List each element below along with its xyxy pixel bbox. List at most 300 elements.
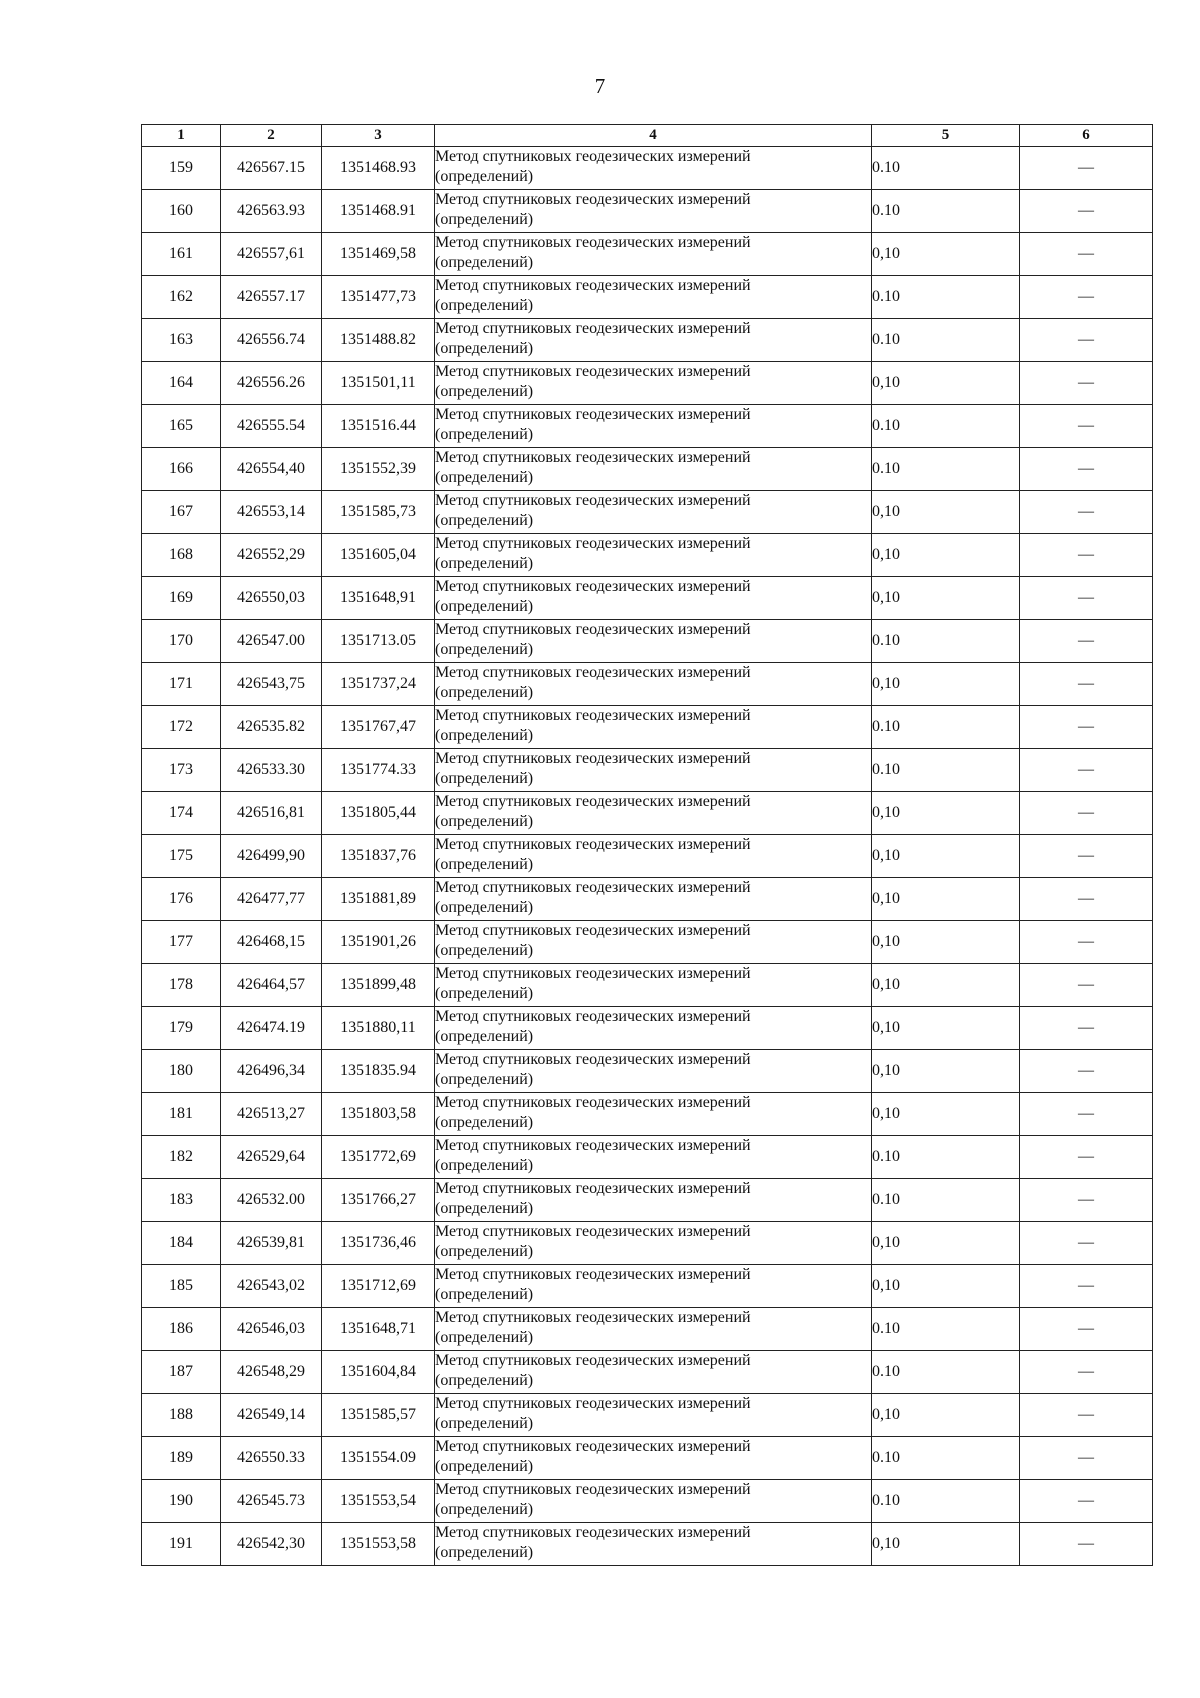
y-coordinate-cell: 1351468.91 xyxy=(322,190,435,233)
method-text: (определений) xyxy=(435,770,534,787)
note-cell: — xyxy=(1020,921,1153,964)
accuracy-cell: 0,10 xyxy=(872,921,1020,964)
point-number-cell: 190 xyxy=(142,1480,221,1523)
x-coordinate-cell: 426532.00 xyxy=(221,1179,322,1222)
x-coordinate-cell: 426556.26 xyxy=(221,362,322,405)
column-header: 1 xyxy=(142,125,221,147)
method-text: Метод спутниковых геодезических измерений xyxy=(435,922,751,939)
method-text: (определений) xyxy=(435,598,534,615)
point-number-cell: 164 xyxy=(142,362,221,405)
method-text: Метод спутниковых геодезических измерений xyxy=(435,363,751,380)
method-text: (определений) xyxy=(435,297,534,314)
table-row xyxy=(142,147,1153,190)
x-coordinate-cell: 426552,29 xyxy=(221,534,322,577)
accuracy-cell: 0,10 xyxy=(872,1222,1020,1265)
column-number-row xyxy=(142,125,1153,147)
method-text: (определений) xyxy=(435,168,534,185)
method-text: (определений) xyxy=(435,469,534,486)
note-cell: — xyxy=(1020,749,1153,792)
method-cell xyxy=(435,448,872,491)
x-coordinate-cell: 426548,29 xyxy=(221,1351,322,1394)
accuracy-cell: 0.10 xyxy=(872,147,1020,190)
method-text: (определений) xyxy=(435,727,534,744)
note-cell: — xyxy=(1020,534,1153,577)
y-coordinate-cell: 1351901,26 xyxy=(322,921,435,964)
page-number: 7 xyxy=(594,74,606,98)
method-text: Метод спутниковых геодезических измерений xyxy=(435,1180,751,1197)
method-text: Метод спутниковых геодезических измерений xyxy=(435,277,751,294)
point-number-cell: 178 xyxy=(142,964,221,1007)
x-coordinate-cell: 426549,14 xyxy=(221,1394,322,1437)
note-cell: — xyxy=(1020,663,1153,706)
method-text: (определений) xyxy=(435,1458,534,1475)
method-cell xyxy=(435,792,872,835)
table-body xyxy=(142,147,1153,1566)
table-row xyxy=(142,448,1153,491)
table-row xyxy=(142,964,1153,1007)
y-coordinate-cell: 1351737,24 xyxy=(322,663,435,706)
method-cell xyxy=(435,362,872,405)
note-cell: — xyxy=(1020,620,1153,663)
method-cell xyxy=(435,1007,872,1050)
method-text: (определений) xyxy=(435,340,534,357)
point-number-cell: 188 xyxy=(142,1394,221,1437)
accuracy-cell: 0,10 xyxy=(872,663,1020,706)
method-text: (определений) xyxy=(435,1114,534,1131)
table-row xyxy=(142,1437,1153,1480)
y-coordinate-cell: 1351552,39 xyxy=(322,448,435,491)
point-number-cell: 191 xyxy=(142,1523,221,1566)
table-row xyxy=(142,1265,1153,1308)
method-text: (определений) xyxy=(435,1028,534,1045)
note-cell: — xyxy=(1020,276,1153,319)
note-cell: — xyxy=(1020,577,1153,620)
accuracy-cell: 0,10 xyxy=(872,1394,1020,1437)
y-coordinate-cell: 1351648,71 xyxy=(322,1308,435,1351)
y-coordinate-cell: 1351553,54 xyxy=(322,1480,435,1523)
y-coordinate-cell: 1351736,46 xyxy=(322,1222,435,1265)
y-coordinate-cell: 1351767,47 xyxy=(322,706,435,749)
x-coordinate-cell: 426542,30 xyxy=(221,1523,322,1566)
method-text: Метод спутниковых геодезических измерений xyxy=(435,793,751,810)
method-text: Метод спутниковых геодезических измерений xyxy=(435,750,751,767)
note-cell: — xyxy=(1020,1050,1153,1093)
note-cell: — xyxy=(1020,147,1153,190)
x-coordinate-cell: 426546,03 xyxy=(221,1308,322,1351)
y-coordinate-cell: 1351766,27 xyxy=(322,1179,435,1222)
x-coordinate-cell: 426496,34 xyxy=(221,1050,322,1093)
method-text: (определений) xyxy=(435,383,534,400)
method-cell xyxy=(435,706,872,749)
x-coordinate-cell: 426474.19 xyxy=(221,1007,322,1050)
table-row xyxy=(142,1394,1153,1437)
method-cell xyxy=(435,1050,872,1093)
method-text: (определений) xyxy=(435,641,534,658)
point-number-cell: 171 xyxy=(142,663,221,706)
accuracy-cell: 0,10 xyxy=(872,878,1020,921)
note-cell: — xyxy=(1020,1179,1153,1222)
note-cell: — xyxy=(1020,1351,1153,1394)
point-number-cell: 159 xyxy=(142,147,221,190)
column-header: 3 xyxy=(322,125,435,147)
method-cell xyxy=(435,878,872,921)
point-number-cell: 182 xyxy=(142,1136,221,1179)
method-text: (определений) xyxy=(435,555,534,572)
method-text: Метод спутниковых геодезических измерений xyxy=(435,1438,751,1455)
point-number-cell: 175 xyxy=(142,835,221,878)
method-text: (определений) xyxy=(435,899,534,916)
table-row xyxy=(142,276,1153,319)
y-coordinate-cell: 1351713.05 xyxy=(322,620,435,663)
x-coordinate-cell: 426464,57 xyxy=(221,964,322,1007)
table-row xyxy=(142,1136,1153,1179)
method-text: Метод спутниковых геодезических измерений xyxy=(435,406,751,423)
column-header: 2 xyxy=(221,125,322,147)
accuracy-cell: 0,10 xyxy=(872,534,1020,577)
accuracy-cell: 0,10 xyxy=(872,362,1020,405)
x-coordinate-cell: 426516,81 xyxy=(221,792,322,835)
method-text: Метод спутниковых геодезических измерений xyxy=(435,707,751,724)
point-number-cell: 165 xyxy=(142,405,221,448)
method-text: Метод спутниковых геодезических измерений xyxy=(435,535,751,552)
table-row xyxy=(142,1050,1153,1093)
method-text: (определений) xyxy=(435,1501,534,1518)
point-number-cell: 183 xyxy=(142,1179,221,1222)
point-number-cell: 173 xyxy=(142,749,221,792)
x-coordinate-cell: 426545.73 xyxy=(221,1480,322,1523)
method-text: (определений) xyxy=(435,1071,534,1088)
method-text: Метод спутниковых геодезических измерений xyxy=(435,191,751,208)
table-row xyxy=(142,233,1153,276)
y-coordinate-cell: 1351805,44 xyxy=(322,792,435,835)
method-cell xyxy=(435,491,872,534)
accuracy-cell: 0.10 xyxy=(872,1437,1020,1480)
table-row xyxy=(142,1351,1153,1394)
accuracy-cell: 0,10 xyxy=(872,577,1020,620)
table-row xyxy=(142,878,1153,921)
note-cell: — xyxy=(1020,1308,1153,1351)
x-coordinate-cell: 426555.54 xyxy=(221,405,322,448)
y-coordinate-cell: 1351477,73 xyxy=(322,276,435,319)
table-row xyxy=(142,1222,1153,1265)
table-row xyxy=(142,1523,1153,1566)
note-cell: — xyxy=(1020,706,1153,749)
method-text: Метод спутниковых геодезических измерений xyxy=(435,578,751,595)
point-number-cell: 186 xyxy=(142,1308,221,1351)
point-number-cell: 189 xyxy=(142,1437,221,1480)
accuracy-cell: 0.10 xyxy=(872,190,1020,233)
method-text: Метод спутниковых геодезических измерений xyxy=(435,320,751,337)
method-cell xyxy=(435,534,872,577)
method-text: Метод спутниковых геодезических измерений xyxy=(435,1309,751,1326)
y-coordinate-cell: 1351605,04 xyxy=(322,534,435,577)
table-row xyxy=(142,577,1153,620)
method-text: (определений) xyxy=(435,211,534,228)
y-coordinate-cell: 1351881,89 xyxy=(322,878,435,921)
method-cell xyxy=(435,1351,872,1394)
method-cell xyxy=(435,1437,872,1480)
accuracy-cell: 0,10 xyxy=(872,491,1020,534)
y-coordinate-cell: 1351585,57 xyxy=(322,1394,435,1437)
y-coordinate-cell: 1351488.82 xyxy=(322,319,435,362)
x-coordinate-cell: 426547.00 xyxy=(221,620,322,663)
y-coordinate-cell: 1351774.33 xyxy=(322,749,435,792)
method-text: Метод спутниковых геодезических измерений xyxy=(435,1395,751,1412)
table-row xyxy=(142,405,1153,448)
column-header: 5 xyxy=(872,125,1020,147)
table-row xyxy=(142,491,1153,534)
point-number-cell: 185 xyxy=(142,1265,221,1308)
note-cell: — xyxy=(1020,233,1153,276)
point-number-cell: 160 xyxy=(142,190,221,233)
note-cell: — xyxy=(1020,1136,1153,1179)
accuracy-cell: 0,10 xyxy=(872,792,1020,835)
method-text: Метод спутниковых геодезических измерений xyxy=(435,1094,751,1111)
method-text: Метод спутниковых геодезических измерений xyxy=(435,1008,751,1025)
method-text: (определений) xyxy=(435,1372,534,1389)
accuracy-cell: 0.10 xyxy=(872,448,1020,491)
method-cell xyxy=(435,1523,872,1566)
method-text: Метод спутниковых геодезических измерений xyxy=(435,234,751,251)
point-number-cell: 177 xyxy=(142,921,221,964)
x-coordinate-cell: 426499,90 xyxy=(221,835,322,878)
accuracy-cell: 0,10 xyxy=(872,835,1020,878)
x-coordinate-cell: 426513,27 xyxy=(221,1093,322,1136)
note-cell: — xyxy=(1020,1523,1153,1566)
column-header: 6 xyxy=(1020,125,1153,147)
x-coordinate-cell: 426477,77 xyxy=(221,878,322,921)
note-cell: — xyxy=(1020,835,1153,878)
note-cell: — xyxy=(1020,405,1153,448)
note-cell: — xyxy=(1020,448,1153,491)
y-coordinate-cell: 1351803,58 xyxy=(322,1093,435,1136)
method-text: (определений) xyxy=(435,512,534,529)
method-text: (определений) xyxy=(435,1415,534,1432)
method-text: Метод спутниковых геодезических измерений xyxy=(435,836,751,853)
table-row xyxy=(142,921,1153,964)
point-number-cell: 169 xyxy=(142,577,221,620)
accuracy-cell: 0.10 xyxy=(872,1179,1020,1222)
method-text: Метод спутниковых геодезических измерений xyxy=(435,965,751,982)
x-coordinate-cell: 426553,14 xyxy=(221,491,322,534)
note-cell: — xyxy=(1020,319,1153,362)
method-text: Метод спутниковых геодезических измерений xyxy=(435,621,751,638)
method-cell xyxy=(435,1480,872,1523)
y-coordinate-cell: 1351648,91 xyxy=(322,577,435,620)
table-row xyxy=(142,190,1153,233)
accuracy-cell: 0.10 xyxy=(872,1351,1020,1394)
note-cell: — xyxy=(1020,964,1153,1007)
y-coordinate-cell: 1351501,11 xyxy=(322,362,435,405)
table-row xyxy=(142,835,1153,878)
accuracy-cell: 0,10 xyxy=(872,1265,1020,1308)
table-row xyxy=(142,706,1153,749)
note-cell: — xyxy=(1020,1437,1153,1480)
point-number-cell: 170 xyxy=(142,620,221,663)
method-cell xyxy=(435,405,872,448)
accuracy-cell: 0,10 xyxy=(872,964,1020,1007)
method-cell xyxy=(435,1394,872,1437)
method-text: (определений) xyxy=(435,985,534,1002)
table-row xyxy=(142,534,1153,577)
point-number-cell: 181 xyxy=(142,1093,221,1136)
note-cell: — xyxy=(1020,1265,1153,1308)
note-cell: — xyxy=(1020,1093,1153,1136)
accuracy-cell: 0,10 xyxy=(872,1523,1020,1566)
point-number-cell: 187 xyxy=(142,1351,221,1394)
note-cell: — xyxy=(1020,1007,1153,1050)
method-cell xyxy=(435,1136,872,1179)
method-text: (определений) xyxy=(435,1157,534,1174)
point-number-cell: 176 xyxy=(142,878,221,921)
x-coordinate-cell: 426468,15 xyxy=(221,921,322,964)
accuracy-cell: 0.10 xyxy=(872,276,1020,319)
method-text: Метод спутниковых геодезических измерений xyxy=(435,1051,751,1068)
point-number-cell: 166 xyxy=(142,448,221,491)
note-cell: — xyxy=(1020,190,1153,233)
method-cell xyxy=(435,1093,872,1136)
accuracy-cell: 0.10 xyxy=(872,319,1020,362)
x-coordinate-cell: 426554,40 xyxy=(221,448,322,491)
accuracy-cell: 0.10 xyxy=(872,1308,1020,1351)
table-row xyxy=(142,792,1153,835)
method-cell xyxy=(435,1179,872,1222)
method-text: Метод спутниковых геодезических измерений xyxy=(435,1352,751,1369)
point-number-cell: 163 xyxy=(142,319,221,362)
accuracy-cell: 0.10 xyxy=(872,620,1020,663)
method-cell xyxy=(435,190,872,233)
method-cell xyxy=(435,749,872,792)
method-text: (определений) xyxy=(435,1286,534,1303)
x-coordinate-cell: 426529,64 xyxy=(221,1136,322,1179)
method-text: Метод спутниковых геодезических измерений xyxy=(435,1481,751,1498)
table-row xyxy=(142,319,1153,362)
table-row xyxy=(142,749,1153,792)
y-coordinate-cell: 1351553,58 xyxy=(322,1523,435,1566)
method-cell xyxy=(435,620,872,663)
y-coordinate-cell: 1351554.09 xyxy=(322,1437,435,1480)
x-coordinate-cell: 426543,75 xyxy=(221,663,322,706)
y-coordinate-cell: 1351899,48 xyxy=(322,964,435,1007)
point-number-cell: 167 xyxy=(142,491,221,534)
y-coordinate-cell: 1351468.93 xyxy=(322,147,435,190)
y-coordinate-cell: 1351469,58 xyxy=(322,233,435,276)
table-row xyxy=(142,663,1153,706)
method-cell xyxy=(435,964,872,1007)
y-coordinate-cell: 1351585,73 xyxy=(322,491,435,534)
x-coordinate-cell: 426557,61 xyxy=(221,233,322,276)
x-coordinate-cell: 426543,02 xyxy=(221,1265,322,1308)
point-number-cell: 161 xyxy=(142,233,221,276)
point-number-cell: 180 xyxy=(142,1050,221,1093)
method-text: (определений) xyxy=(435,1329,534,1346)
point-number-cell: 172 xyxy=(142,706,221,749)
method-text: Метод спутниковых геодезических измерений xyxy=(435,664,751,681)
point-number-cell: 174 xyxy=(142,792,221,835)
accuracy-cell: 0,10 xyxy=(872,233,1020,276)
method-cell xyxy=(435,1265,872,1308)
y-coordinate-cell: 1351880,11 xyxy=(322,1007,435,1050)
accuracy-cell: 0.10 xyxy=(872,749,1020,792)
y-coordinate-cell: 1351516.44 xyxy=(322,405,435,448)
method-cell xyxy=(435,1222,872,1265)
x-coordinate-cell: 426556.74 xyxy=(221,319,322,362)
y-coordinate-cell: 1351835.94 xyxy=(322,1050,435,1093)
table-row xyxy=(142,1179,1153,1222)
method-text: Метод спутниковых геодезических измерений xyxy=(435,879,751,896)
point-number-cell: 184 xyxy=(142,1222,221,1265)
note-cell: — xyxy=(1020,1480,1153,1523)
coordinates-table xyxy=(141,124,1153,1566)
method-text: (определений) xyxy=(435,254,534,271)
y-coordinate-cell: 1351712,69 xyxy=(322,1265,435,1308)
table-row xyxy=(142,1308,1153,1351)
method-text: Метод спутниковых геодезических измерений xyxy=(435,1223,751,1240)
x-coordinate-cell: 426550,03 xyxy=(221,577,322,620)
accuracy-cell: 0.10 xyxy=(872,1136,1020,1179)
method-text: (определений) xyxy=(435,1200,534,1217)
method-text: Метод спутниковых геодезических измерений xyxy=(435,449,751,466)
method-text: (определений) xyxy=(435,426,534,443)
accuracy-cell: 0,10 xyxy=(872,1050,1020,1093)
method-text: (определений) xyxy=(435,856,534,873)
method-text: (определений) xyxy=(435,1243,534,1260)
accuracy-cell: 0.10 xyxy=(872,405,1020,448)
method-text: Метод спутниковых геодезических измерений xyxy=(435,148,751,165)
method-cell xyxy=(435,233,872,276)
accuracy-cell: 0,10 xyxy=(872,1007,1020,1050)
method-text: Метод спутниковых геодезических измерений xyxy=(435,1524,751,1541)
table-row xyxy=(142,362,1153,405)
accuracy-cell: 0.10 xyxy=(872,706,1020,749)
method-cell xyxy=(435,663,872,706)
x-coordinate-cell: 426557.17 xyxy=(221,276,322,319)
x-coordinate-cell: 426535.82 xyxy=(221,706,322,749)
method-text: Метод спутниковых геодезических измерений xyxy=(435,1137,751,1154)
x-coordinate-cell: 426533.30 xyxy=(221,749,322,792)
method-text: (определений) xyxy=(435,1544,534,1561)
method-cell xyxy=(435,1308,872,1351)
method-cell xyxy=(435,921,872,964)
column-header: 4 xyxy=(435,125,872,147)
note-cell: — xyxy=(1020,362,1153,405)
method-text: Метод спутниковых геодезических измерений xyxy=(435,1266,751,1283)
table-row xyxy=(142,1480,1153,1523)
x-coordinate-cell: 426539,81 xyxy=(221,1222,322,1265)
method-cell xyxy=(435,147,872,190)
method-text: Метод спутниковых геодезических измерений xyxy=(435,492,751,509)
note-cell: — xyxy=(1020,792,1153,835)
method-cell xyxy=(435,835,872,878)
point-number-cell: 168 xyxy=(142,534,221,577)
accuracy-cell: 0.10 xyxy=(872,1480,1020,1523)
y-coordinate-cell: 1351772,69 xyxy=(322,1136,435,1179)
method-cell xyxy=(435,319,872,362)
point-number-cell: 162 xyxy=(142,276,221,319)
y-coordinate-cell: 1351837,76 xyxy=(322,835,435,878)
method-text: (определений) xyxy=(435,684,534,701)
note-cell: — xyxy=(1020,491,1153,534)
note-cell: — xyxy=(1020,1394,1153,1437)
x-coordinate-cell: 426550.33 xyxy=(221,1437,322,1480)
accuracy-cell: 0,10 xyxy=(872,1093,1020,1136)
note-cell: — xyxy=(1020,878,1153,921)
note-cell: — xyxy=(1020,1222,1153,1265)
point-number-cell: 179 xyxy=(142,1007,221,1050)
method-cell xyxy=(435,276,872,319)
x-coordinate-cell: 426563.93 xyxy=(221,190,322,233)
method-text: (определений) xyxy=(435,813,534,830)
